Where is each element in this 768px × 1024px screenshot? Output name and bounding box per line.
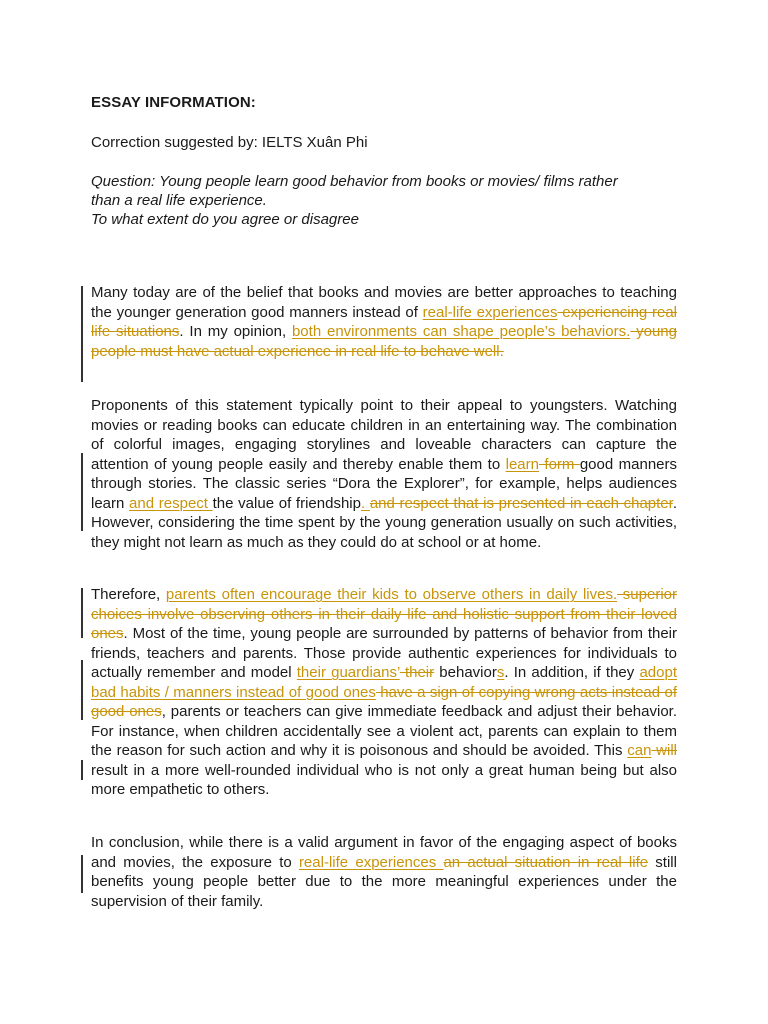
- suggested-deletion: their: [399, 664, 435, 681]
- question-line-1: Question: Young people learn good behavior from books or movies/ films rather: [91, 173, 618, 190]
- essay-paragraph-2: [91, 396, 677, 552]
- revision-bar: [81, 760, 83, 780]
- paragraph-text: result in a more well-rounded individual who is not only a great human being but also more empathetic to others.: [91, 761, 677, 798]
- essay-heading: ESSAY INFORMATION:: [91, 94, 256, 111]
- paragraph-text: behavior: [434, 664, 497, 681]
- paragraph-text: . In my opinion,: [179, 323, 292, 340]
- suggested-deletion: an actual situation in real life: [443, 853, 649, 871]
- suggested-insertion: real-life experiences: [422, 303, 558, 321]
- paragraph-text: good manners through stories. The classic series “Dora the Explorer”, for example, helps audiences learn: [91, 455, 678, 512]
- essay-paragraph-3: [91, 585, 677, 800]
- suggested-insertion: .: [360, 494, 370, 512]
- suggested-insertion: s: [496, 664, 505, 681]
- suggested-insertion: their guardians’: [296, 664, 400, 681]
- revision-bar: [81, 660, 83, 720]
- suggested-deletion: form: [538, 455, 580, 473]
- paragraph-text: Therefore,: [91, 586, 166, 603]
- revision-bar: [81, 588, 83, 638]
- suggested-insertion: can: [627, 742, 652, 759]
- paragraph-text: . In addition, if they: [504, 664, 640, 681]
- suggested-deletion: will: [651, 742, 677, 759]
- suggested-deletion: and respect that is presented in each chapter: [369, 494, 673, 512]
- suggested-deletion: young people must have actual experience in real life to behave well.: [91, 323, 677, 360]
- suggested-insertion: parents often encourage their kids to observe others in daily lives.: [165, 586, 618, 603]
- paragraph-text: Proponents of this statement typically point to their appeal to youngsters. Watching movies or reading books can educate children in an entertaining way. The combination of colorful images, engaging storylines and loveable characters can capture the attention of young people easily and thereby enable them to: [91, 397, 677, 473]
- suggested-deletion: experiencing real life situations: [91, 303, 677, 340]
- suggested-insertion: learn: [505, 455, 539, 473]
- paragraph-text: still benefits young people better due to the more meaningful experiences under the supervision of their family.: [91, 853, 677, 910]
- revision-bar: [81, 453, 83, 531]
- essay-paragraph-4: [91, 833, 677, 911]
- paragraph-text: Many today are of the belief that books and movies are better approaches to teaching the younger generation good manners instead of: [91, 284, 677, 321]
- paragraph-text: , parents or teachers can give immediate feedback and adjust their behavior. For instance, when children accidentally see a violent act, parents can explain to them the reason for such action and why it is poisonous and should be avoided. This: [91, 703, 677, 759]
- suggested-insertion: and respect: [129, 494, 213, 512]
- revision-bar: [81, 855, 83, 893]
- suggested-insertion: adopt bad habits / manners instead of good ones: [91, 664, 677, 701]
- paragraph-text: . However, considering the time spent by the young generation usually on such activities, they might not learn as much as they could do at school or at home.: [91, 494, 677, 551]
- revision-bar: [81, 286, 83, 382]
- paragraph-text: . Most of the time, young people are surrounded by patterns of behavior from their friends, teachers and parents. Those provide authentic experiences for individuals to actually remember and model: [91, 625, 677, 681]
- question-line-3: To what extent do you agree or disagree: [91, 211, 359, 228]
- question-line-2: than a real life experience.: [91, 192, 267, 209]
- paragraph-text: In conclusion, while there is a valid argument in favor of the engaging aspect of books and movies, the exposure to: [91, 834, 677, 871]
- paragraph-text: the value of friendship: [212, 494, 361, 512]
- correction-credit: Correction suggested by: IELTS Xuân Phi: [91, 134, 368, 151]
- suggested-insertion: both environments can shape people’s behaviors.: [291, 323, 631, 340]
- suggested-deletion: superior choices involve observing others in their daily life and holistic support from their loved ones: [91, 586, 677, 642]
- essay-paragraph-1: [91, 283, 677, 361]
- suggested-deletion: have a sign of copying wrong acts instead of good ones: [91, 683, 677, 720]
- suggested-insertion: real-life experiences: [298, 853, 444, 871]
